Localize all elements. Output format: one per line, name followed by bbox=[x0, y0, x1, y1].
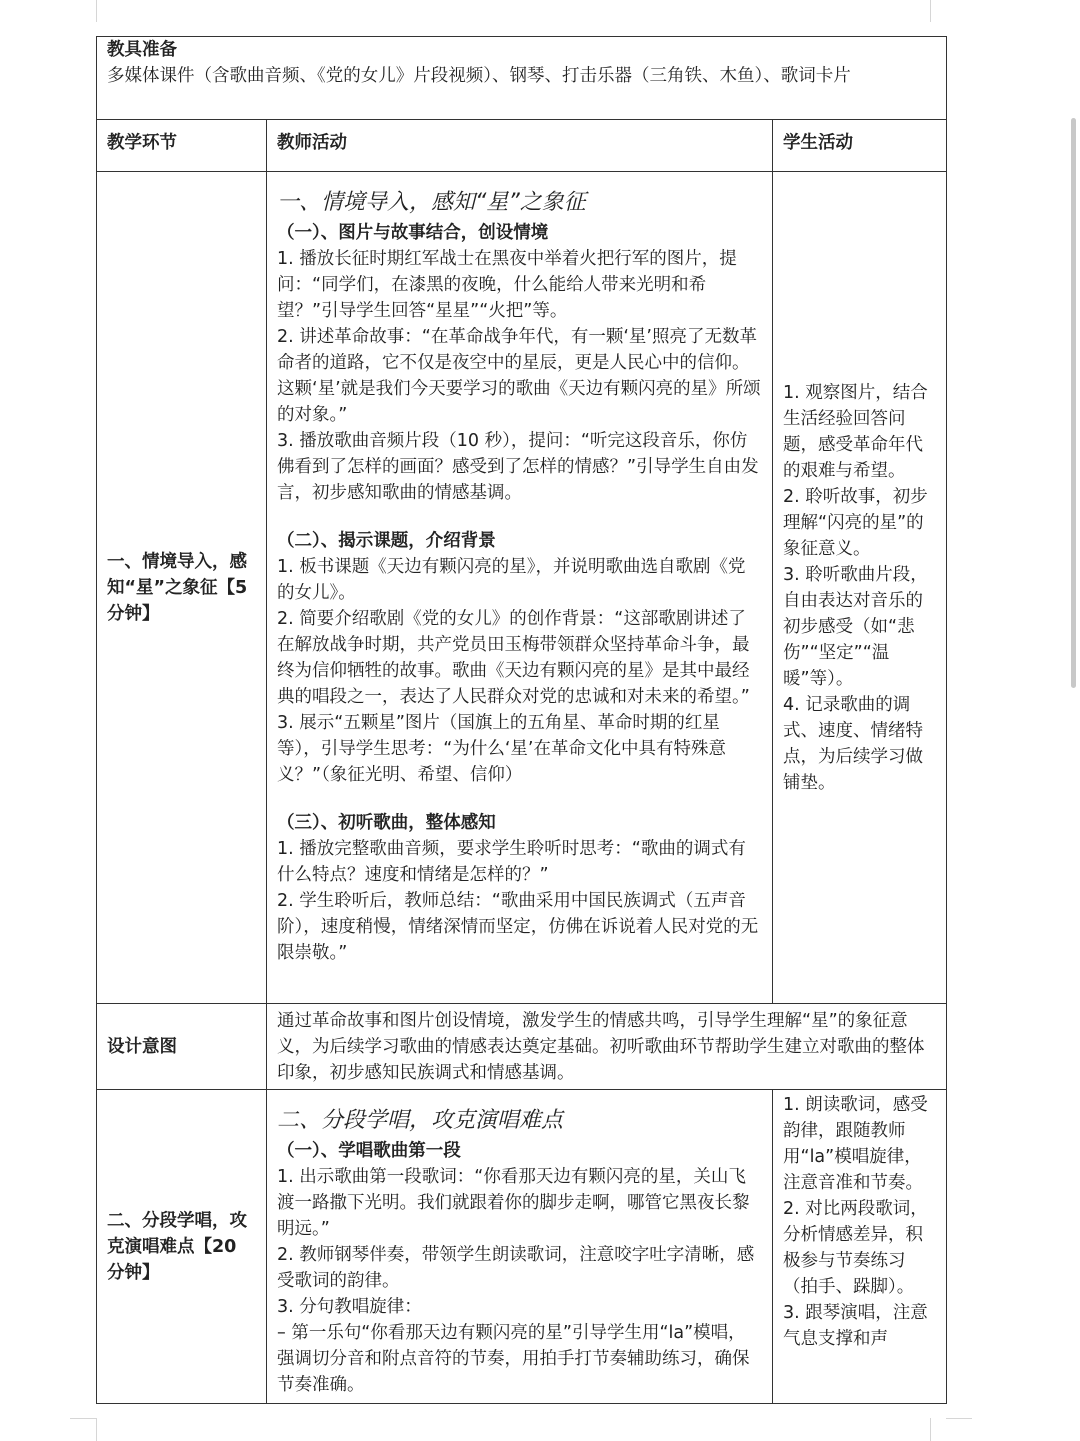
header-teacher: 教师活动 bbox=[267, 120, 773, 172]
section-1-p2: 2. 讲述革命故事：“在革命战争年代，有一颗‘星’照亮了无数革命者的道路，它不仅是夜空中的星辰，更是人民心中的信仰。这颗‘星’就是我们今天要学习的歌曲《天边有颗闪亮的星》所颂的对象。” bbox=[277, 327, 761, 425]
student-1-s2: 2. 聆听故事，初步理解“闪亮的星”的象征意义。 bbox=[783, 486, 928, 559]
section-1-sub-3: （三）、初听歌曲，整体感知 bbox=[277, 813, 496, 833]
stage-row-1 bbox=[97, 172, 947, 1004]
scrollbar-thumb[interactable] bbox=[1071, 118, 1076, 688]
crop-mark-top-left bbox=[96, 0, 97, 22]
section-1-p4: 1. 板书课题《天边有颗闪亮的星》，并说明歌曲选自歌剧《党的女儿》。 bbox=[277, 557, 746, 603]
student-2-s2: 2. 对比两段歌词，分析情感差异，积极参与节奏练习（拍手、跺脚）。 bbox=[783, 1199, 928, 1297]
lesson-plan-table bbox=[96, 36, 947, 1404]
section-1-p6: 3. 展示“五颗星”图片（国旗上的五角星、革命时期的红星等），引导学生思考：“为什么‘星’在革命文化中具有特殊意义？”（象征光明、希望、信仰） bbox=[277, 713, 726, 785]
header-row bbox=[97, 120, 947, 172]
section-1-p1: 1. 播放长征时期红军战士在黑夜中举着火把行军的图片，提问：“同学们，在漆黑的夜晚，什么能给人带来光明和希望？”引导学生回答“星星”“火把”等。 bbox=[277, 249, 737, 321]
section-1-sub-2: （二）、揭示课题，介绍背景 bbox=[277, 531, 496, 551]
student-1-s1: 1. 观察图片，结合生活经验回答问题，感受革命年代的艰难与希望。 bbox=[783, 382, 928, 481]
section-2-p3: 3. 分句教唱旋律： bbox=[277, 1297, 422, 1317]
margin-line-bottom-right bbox=[946, 1418, 972, 1419]
header-stage: 教学环节 bbox=[97, 120, 267, 172]
margin-line-bottom-left bbox=[70, 1418, 96, 1419]
stage-row-2 bbox=[97, 1090, 947, 1404]
header-student: 学生活动 bbox=[773, 120, 947, 172]
section-1-p7: 1. 播放完整歌曲音频，要求学生聆听时思考：“歌曲的调式有什么特点？速度和情绪是怎样的？” bbox=[277, 839, 746, 885]
section-1-sub-1: （一）、图片与故事结合，创设情境 bbox=[277, 223, 549, 243]
crop-mark-bottom-left bbox=[96, 1418, 97, 1441]
student-1-s4: 4. 记录歌曲的调式、速度、情绪特点，为后续学习做铺垫。 bbox=[783, 694, 923, 793]
student-2-s1: 1. 朗读歌词，感受韵律，跟随教师用“la”模唱旋律，注意音准和节奏。 bbox=[783, 1095, 928, 1193]
stage-1-text: 一、情境导入，感知“星”之象征【5 分钟】 bbox=[107, 551, 248, 624]
materials-label: 教具准备 bbox=[107, 40, 177, 60]
section-2-p4: – 第一乐句“你看那天边有颗闪亮的星”引导学生用“la”模唱，强调切分音和附点音符的节奏，用拍手打节奏辅助练习，确保节奏准确。 bbox=[277, 1323, 750, 1395]
design-label: 设计意图 bbox=[97, 1004, 267, 1090]
teacher-activity-2 bbox=[267, 1090, 773, 1404]
section-2-sub-1: （一）、学唱歌曲第一段 bbox=[277, 1141, 461, 1161]
student-1-s3: 3. 聆听歌曲片段，自由表达对音乐的初步感受（如“悲伤”“坚定”“温暖”等）。 bbox=[783, 564, 928, 689]
student-activity-1 bbox=[773, 172, 947, 1004]
design-text: 通过革命故事和图片创设情境，激发学生的情感共鸣，引导学生理解“星”的象征意义，为后续学习歌曲的情感表达奠定基础。初听歌曲环节帮助学生建立对歌曲的整体印象，初步感知民族调式和情感基调。 bbox=[267, 1004, 947, 1090]
stage-2-label bbox=[97, 1090, 267, 1404]
student-activity-2 bbox=[773, 1090, 947, 1404]
crop-mark-bottom-right bbox=[930, 1418, 931, 1441]
section-1-p3: 3. 播放歌曲音频片段（10 秒），提问：“听完这段音乐，你仿佛看到了怎样的画面？感受到了怎样的情感？”引导学生自由发言，初步感知歌曲的情感基调。 bbox=[277, 431, 759, 503]
materials-text: 多媒体课件（含歌曲音频、《党的女儿》片段视频）、钢琴、打击乐器（三角铁、木鱼）、歌词卡片 bbox=[107, 66, 851, 86]
teacher-activity-1 bbox=[267, 172, 773, 1004]
section-2-title: 二、分段学唱，攻克演唱难点 bbox=[277, 1108, 564, 1133]
section-1-title: 一、情境导入，感知“星”之象征 bbox=[277, 190, 586, 215]
stage-1-label bbox=[97, 172, 267, 1004]
section-1-p8: 2. 学生聆听后，教师总结：“歌曲采用中国民族调式（五声音阶），速度稍慢，情绪深情而坚定，仿佛在诉说着人民对党的无限崇敬。” bbox=[277, 891, 759, 963]
materials-row bbox=[97, 37, 947, 120]
student-2-s3: 3. 跟琴演唱，注意气息支撑和声 bbox=[783, 1303, 928, 1349]
section-1-p5: 2. 简要介绍歌剧《党的女儿》的创作背景：“这部歌剧讲述了在解放战争时期，共产党员田玉梅带领群众坚持革命斗争，最终为信仰牺牲的故事。歌曲《天边有颗闪亮的星》是其中最经典的唱段之一，表达了人民群众对党的忠诚和对未来的希望。” bbox=[277, 609, 750, 707]
crop-mark-top-right bbox=[930, 0, 931, 22]
stage-2-text: 二、分段学唱，攻克演唱难点【20 分钟】 bbox=[107, 1210, 247, 1283]
design-row bbox=[97, 1004, 947, 1090]
section-2-p2: 2. 教师钢琴伴奏，带领学生朗读歌词，注意咬字吐字清晰，感受歌词的韵律。 bbox=[277, 1245, 755, 1291]
section-2-p1: 1. 出示歌曲第一段歌词：“你看那天边有颗闪亮的星，关山飞渡一路撒下光明。我们就跟着你的脚步走啊，哪管它黑夜长黎明远。” bbox=[277, 1167, 750, 1239]
